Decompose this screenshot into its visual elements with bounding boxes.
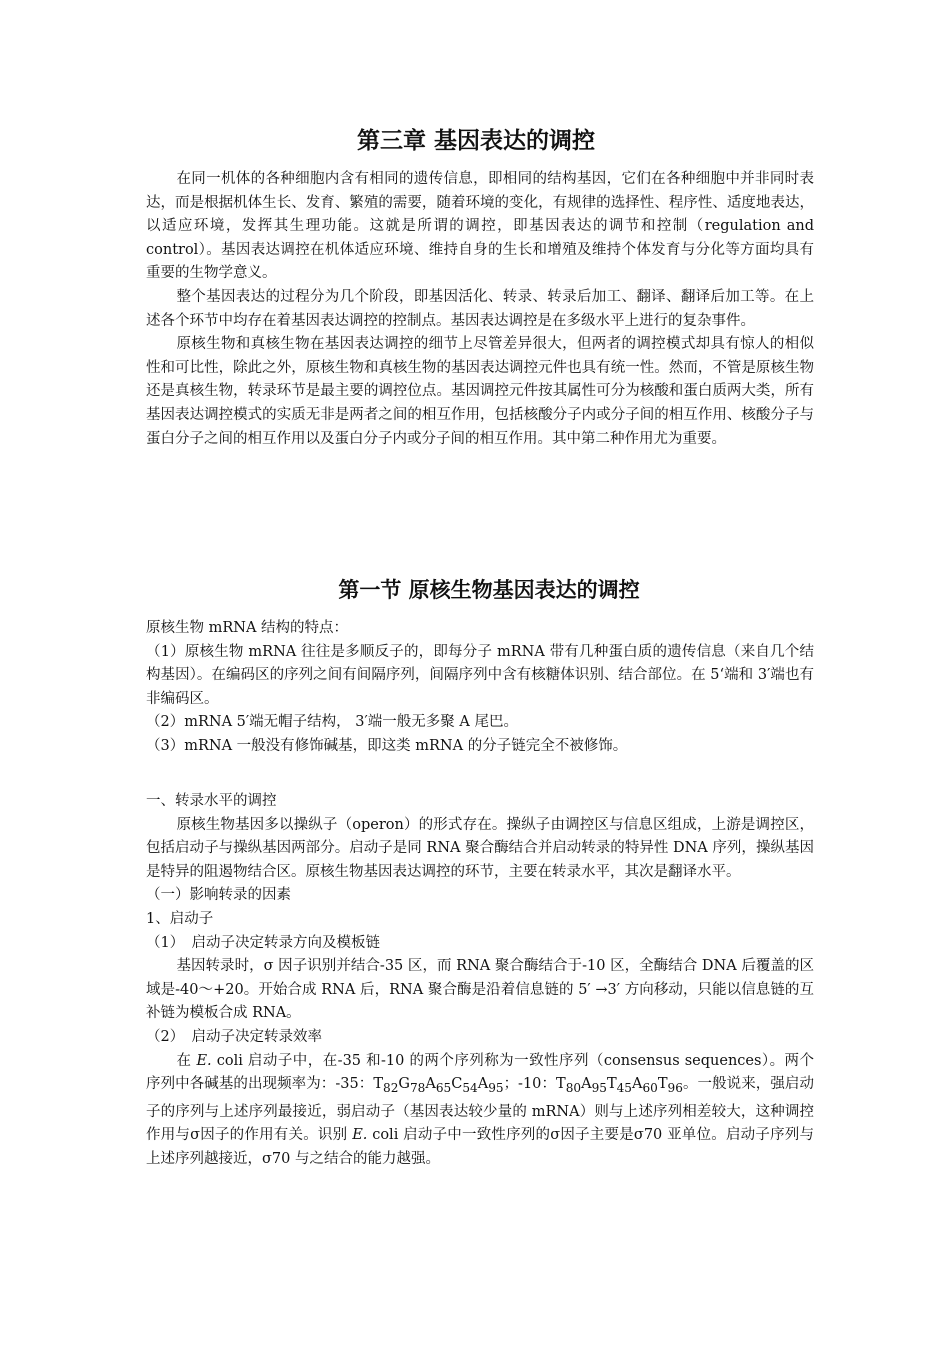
intro-paragraph-2: 整个基因表达的过程分为几个阶段，即基因活化、转录、转录后加工、翻译、翻译后加工等。在上述各个环节中均存在着基因表达调控的控制点。基因表达调控是在多级水平上进行的复杂事件。 bbox=[146, 288, 814, 329]
chapter-title: 第三章 基因表达的调控 bbox=[356, 128, 595, 154]
text-run: G bbox=[398, 1076, 410, 1093]
mrna-item-1: （1）原核生物 mRNA 往往是多顺反子的，即每分子 mRNA 带有几种蛋白质的遗传信息（来自几个结构基因）。在编码区的序列之间有间隔序列，间隔序列中含有核糖体识别、结合部位。在 5‘端和 3′端也有非编码区。 bbox=[146, 643, 814, 707]
transcription-heading: 一、转录水平的调控 bbox=[146, 793, 277, 809]
frequency-subscript: 80 bbox=[565, 1081, 582, 1096]
text-run: coli 启动子中一致性序列的σ因子主要是σ70 亚单位。启动子序列与上述序列越接近，σ70 与之结合的能力越强。 bbox=[146, 1127, 814, 1167]
text-run: T bbox=[657, 1076, 668, 1093]
text-run: ；-10：T bbox=[503, 1076, 566, 1093]
frequency-subscript: 82 bbox=[383, 1081, 399, 1096]
text-run: A bbox=[477, 1076, 489, 1093]
mrna-item-2: （2）mRNA 5′端无帽子结构， 3′端一般无多聚 A 尾巴。 bbox=[146, 714, 518, 731]
intro-paragraph-1: 在同一机体的各种细胞内含有相同的遗传信息，即相同的结构基因，它们在各种细胞中并非同时表达，而是根据机体生长、发育、繁殖的需要，随着环境的变化，有规律的选择性、程序性、适度地表达，以适应环境，发挥其生理功能。这就是所谓的调控，即基因表达的调节和控制（regulation and control）。基因表达调控在机体适应环境、维持自身的生长和增殖及维持个体发育与分化等方面均具有重要的生物学意义。 bbox=[146, 171, 814, 282]
mrna-heading: 原核生物 mRNA 结构的特点： bbox=[146, 620, 349, 636]
frequency-subscript: 96 bbox=[667, 1081, 683, 1096]
text-run: coli 启动子中，在-35 和-10 的两个序列称为一致性序列（consensus sequences）。两个序列中各碱基的出现频率为：-35：T bbox=[146, 1052, 814, 1093]
text-run: A bbox=[632, 1076, 643, 1093]
operon-paragraph: 原核生物基因多以操纵子（operon）的形式存在。操纵子由调控区与信息区组成，上游是调控区，包括启动子与操纵基因两部分。启动子是同 RNA 聚合酶结合并启动转录的特异性 DNA 序列，操纵基因是特异的阻遏物结合区。原核生物基因表达调控的环节，主要在转录水平，其次是翻译水平。 bbox=[146, 816, 814, 880]
text-run: A bbox=[425, 1076, 436, 1093]
section-title: 第一节 原核生物基因表达的调控 bbox=[338, 578, 640, 602]
text-run: 在 bbox=[176, 1052, 197, 1069]
promoter-subheading: 1、启动子 bbox=[146, 910, 214, 927]
frequency-subscript: 54 bbox=[462, 1081, 478, 1096]
frequency-subscript: 95 bbox=[591, 1081, 607, 1096]
transcription-section bbox=[146, 790, 814, 1171]
text-run: T bbox=[606, 1076, 617, 1093]
frequency-subscript: 95 bbox=[488, 1081, 504, 1096]
mrna-section bbox=[146, 617, 814, 759]
species-name: E. bbox=[352, 1127, 368, 1144]
intro-section bbox=[146, 168, 814, 451]
intro-paragraph-3: 原核生物和真核生物在基因表达调控的细节上尽管差异很大，但两者的调控模式却具有惊人的相似性和可比性，除此之外，原核生物和真核生物的基因表达调控元件也具有统一性。然而，不管是原核生物还是真核生物，转录环节是最主要的调控位点。基因调控元件按其属性可分为核酸和蛋白质两大类，所有基因表达调控模式的实质无非是两者之间的相互作用，包括核酸分子内或分子间的相互作用、核酸分子与蛋白分子之间的相互作用以及蛋白分子内或分子间的相互作用。其中第二种作用尤为重要。 bbox=[146, 336, 814, 447]
text-run: 。一般说来，强启动子的序列与上述序列最接近，弱启动子（基因表达较少量的 mRNA）则与上述序列相差较大，这种调控作用与σ因子的作用有关。识别 bbox=[146, 1076, 814, 1144]
promoter-efficiency-subheading: （2） 启动子决定转录效率 bbox=[146, 1028, 322, 1045]
species-name: E. bbox=[196, 1052, 212, 1069]
frequency-subscript: 78 bbox=[409, 1081, 426, 1096]
consensus-paragraph bbox=[146, 1050, 814, 1172]
text-run: A bbox=[581, 1076, 592, 1093]
frequency-subscript: 45 bbox=[616, 1081, 632, 1096]
sigma-factor-paragraph: 基因转录时，σ 因子识别并结合-35 区，而 RNA 聚合酶结合于-10 区，全酶结合 DNA 后覆盖的区域是-40～+20。开始合成 RNA 后，RNA 聚合酶是沿着信息链的 5′ →3′ 方向移动，只能以信息链的互补链为模板合成 RNA。 bbox=[146, 958, 814, 1022]
promoter-direction-subheading: （1） 启动子决定转录方向及模板链 bbox=[146, 934, 380, 951]
frequency-subscript: 60 bbox=[642, 1081, 658, 1096]
frequency-subscript: 65 bbox=[435, 1081, 452, 1096]
factors-subheading: （一）影响转录的因素 bbox=[146, 887, 291, 904]
mrna-item-3: （3）mRNA 一般没有修饰碱基，即这类 mRNA 的分子链完全不被修饰。 bbox=[146, 737, 628, 754]
text-run: C bbox=[451, 1076, 463, 1093]
